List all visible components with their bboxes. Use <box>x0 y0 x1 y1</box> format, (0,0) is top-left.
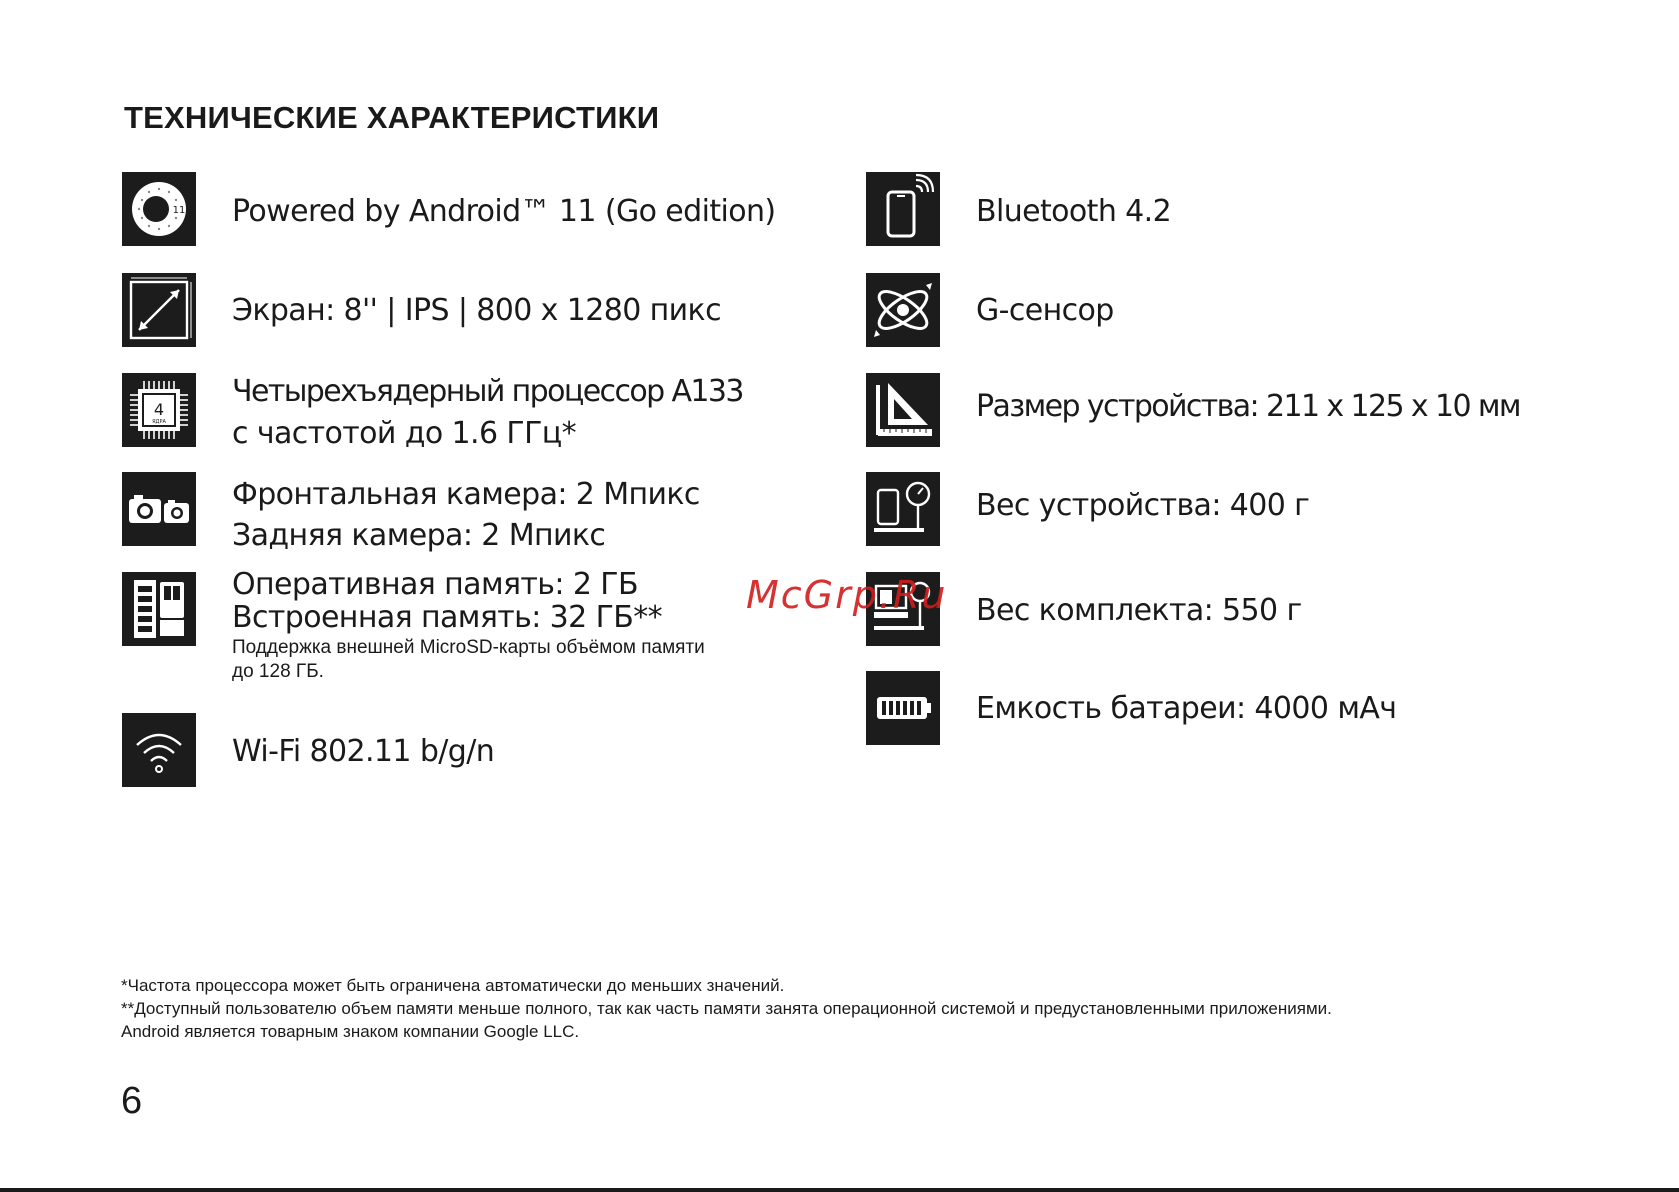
spec-size: Размер устройства: 211 x 125 x 10 мм <box>976 389 1520 424</box>
android-version-icon <box>122 172 196 246</box>
spec-camera-rear: Задняя камера: 2 Мпикс <box>232 518 606 553</box>
camera-icon <box>122 472 196 546</box>
spec-cpu-line1: Четырехъядерный процессор A133 <box>232 374 743 409</box>
spec-microsd <box>232 636 705 684</box>
bluetooth-phone-icon <box>866 172 940 246</box>
bottom-rule <box>0 1188 1679 1192</box>
page-title: ТЕХНИЧЕСКИЕ ХАРАКТЕРИСТИКИ <box>124 100 660 135</box>
spec-bluetooth: Bluetooth 4.2 <box>976 194 1172 229</box>
spec-cpu-line2: с частотой до 1.6 ГГц* <box>232 416 577 451</box>
svg-text:ЯДРА: ЯДРА <box>152 419 166 425</box>
battery-icon <box>866 671 940 745</box>
footnote-cpu: *Частота процессора может быть ограничена автоматически до меньших значений. <box>121 976 785 995</box>
spec-screen: Экран: 8'' | IPS | 800 x 1280 пикс <box>232 293 721 328</box>
footnote-trademark: Android является товарным знаком компании Google LLC. <box>121 1022 580 1041</box>
watermark: McGrp.Ru <box>746 573 948 617</box>
spec-camera-front: Фронтальная камера: 2 Мпикс <box>232 477 700 512</box>
spec-microsd-line2: до 128 ГБ. <box>232 661 324 682</box>
spec-gsensor: G-сенсор <box>976 293 1114 328</box>
footnotes <box>121 974 1332 1043</box>
page-number: 6 <box>121 1080 143 1122</box>
spec-weight: Вес устройства: 400 г <box>976 488 1310 523</box>
gsensor-gyro-icon <box>866 273 940 347</box>
spec-android: Powered by Android™ 11 (Go edition) <box>232 194 776 229</box>
spec-battery: Емкость батареи: 4000 мАч <box>976 691 1397 726</box>
svg-text:11: 11 <box>172 205 186 216</box>
ruler-triangle-icon <box>866 373 940 447</box>
wifi-icon <box>122 713 196 787</box>
svg-text:4: 4 <box>153 400 165 419</box>
spec-storage: Встроенная память: 32 ГБ** <box>232 600 663 635</box>
spec-wifi: Wi-Fi 802.11 b/g/n <box>232 734 495 769</box>
screen-diagonal-icon <box>122 273 196 347</box>
memory-card-icon <box>122 572 196 646</box>
footnote-storage: **Доступный пользователю объем памяти меньше полного, так как часть памяти занята операционной системой и предустановленными приложениями. <box>121 999 1332 1018</box>
spec-kit-weight: Вес комплекта: 550 г <box>976 593 1302 628</box>
processor-chip-icon <box>122 373 196 447</box>
spec-microsd-line1: Поддержка внешней MicroSD-карты объёмом памяти <box>232 637 705 658</box>
spec-ram: Оперативная память: 2 ГБ <box>232 567 638 602</box>
device-weight-scale-icon <box>866 472 940 546</box>
